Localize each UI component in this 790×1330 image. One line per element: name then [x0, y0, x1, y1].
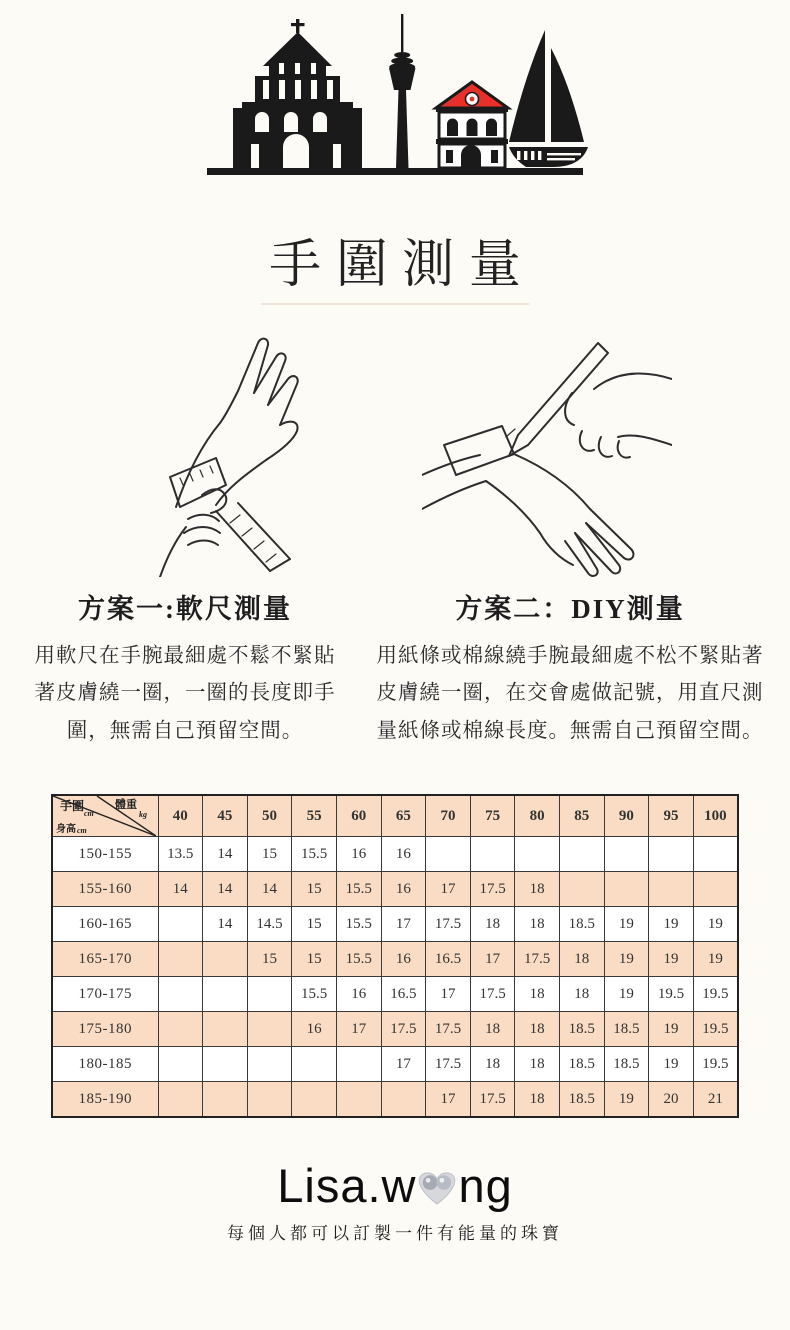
wrist-size-cell [559, 837, 604, 872]
corner-wrist-label: 手圍 [60, 799, 85, 814]
wrist-size-cell: 16 [336, 837, 381, 872]
wrist-size-cell: 17.5 [426, 1012, 471, 1047]
method-1-heading: 方案一:軟尺測量 [78, 594, 292, 624]
table-row [52, 977, 738, 1012]
wrist-size-cell: 15 [292, 872, 337, 907]
wrist-size-cell [203, 977, 248, 1012]
weight-header-cell: 75 [470, 795, 515, 837]
weight-header-cell: 50 [247, 795, 292, 837]
wrist-size-cell: 16 [381, 837, 426, 872]
size-table-section [0, 794, 790, 1118]
brand-text-suffix: ng [458, 1158, 513, 1212]
brand-text-prefix: Lisa.w [277, 1158, 417, 1212]
title-underline [261, 303, 529, 305]
wrist-size-cell: 19 [604, 907, 649, 942]
wrist-size-cell: 18.5 [604, 1012, 649, 1047]
wrist-size-cell: 16 [336, 977, 381, 1012]
weight-header-cell: 85 [559, 795, 604, 837]
wrist-size-cell: 17.5 [470, 872, 515, 907]
wrist-size-cell: 19 [604, 942, 649, 977]
method-2-body: 用紙條或棉線繞手腕最細處不松不緊貼著皮膚繞一圈，在交會處做記號，用直尺測量紙條或棉線長度。無需自己預留空間。 [376, 645, 764, 742]
wrist-size-cell [470, 837, 515, 872]
wrist-size-cell: 17 [336, 1012, 381, 1047]
height-range-cell: 180-185 [52, 1047, 158, 1082]
wrist-size-cell: 14 [203, 907, 248, 942]
table-row [52, 942, 738, 977]
wrist-size-cell [158, 907, 203, 942]
wrist-size-cell: 17.5 [381, 1012, 426, 1047]
wrist-size-cell: 17.5 [426, 907, 471, 942]
wrist-size-cell: 19 [693, 907, 738, 942]
heart-with-pearls-icon [417, 1171, 457, 1207]
wrist-size-cell [203, 1082, 248, 1117]
method-2-block [375, 587, 765, 750]
corner-weight-label: 體重 [115, 799, 137, 812]
wrist-size-cell: 14 [158, 872, 203, 907]
wrist-size-cell [336, 1047, 381, 1082]
wrist-size-cell: 19 [693, 942, 738, 977]
table-header-row [52, 795, 738, 837]
method-1-body: 用軟尺在手腕最細處不鬆不緊貼著皮膚繞一圈，一圈的長度即手圍，無需自己預留空間。 [34, 645, 336, 742]
weight-header-cell: 60 [336, 795, 381, 837]
wrist-size-cell: 18.5 [559, 907, 604, 942]
height-range-cell: 185-190 [52, 1082, 158, 1117]
size-table [51, 794, 739, 1118]
wrist-size-cell: 16.5 [381, 977, 426, 1012]
wrist-size-cell: 14.5 [247, 907, 292, 942]
wrist-size-cell: 15.5 [336, 907, 381, 942]
method-descriptions [0, 587, 790, 750]
wrist-size-cell: 19 [649, 1012, 694, 1047]
corner-weight-unit: kg [139, 810, 147, 820]
hand-with-tape-measure-icon [118, 327, 368, 577]
table-row [52, 872, 738, 907]
wrist-size-cell: 19 [649, 942, 694, 977]
wrist-size-cell [292, 1082, 337, 1117]
wrist-size-cell [158, 977, 203, 1012]
wrist-size-cell: 18 [559, 977, 604, 1012]
wrist-size-cell: 18 [515, 907, 560, 942]
wrist-size-cell: 18 [470, 1047, 515, 1082]
wrist-size-cell: 13.5 [158, 837, 203, 872]
wrist-size-cell [515, 837, 560, 872]
wrist-size-cell: 17.5 [470, 1082, 515, 1117]
wrist-size-cell: 19.5 [693, 977, 738, 1012]
wrist-size-cell: 19 [649, 1047, 694, 1082]
wrist-size-cell: 15 [292, 907, 337, 942]
macau-skyline-logo [0, 0, 790, 188]
wrist-size-cell: 18.5 [559, 1047, 604, 1082]
weight-header-cell: 40 [158, 795, 203, 837]
wrist-size-cell: 19.5 [693, 1012, 738, 1047]
wrist-size-cell [158, 1082, 203, 1117]
wrist-size-cell: 15.5 [336, 872, 381, 907]
wrist-size-cell: 15 [292, 942, 337, 977]
wrist-size-cell [649, 872, 694, 907]
wrist-size-cell [604, 872, 649, 907]
wrist-size-cell [247, 1047, 292, 1082]
wrist-size-cell [247, 1082, 292, 1117]
wrist-size-cell: 20 [649, 1082, 694, 1117]
wrist-size-cell [203, 1012, 248, 1047]
table-row [52, 1047, 738, 1082]
wrist-size-cell [247, 977, 292, 1012]
hand-marking-strip-with-pen-icon [422, 327, 672, 577]
wrist-size-cell: 17 [381, 907, 426, 942]
tape-measure-illustration [118, 327, 368, 577]
weight-header-cell: 65 [381, 795, 426, 837]
wrist-size-cell: 19.5 [693, 1047, 738, 1082]
wrist-size-cell: 18 [515, 1012, 560, 1047]
height-range-cell: 160-165 [52, 907, 158, 942]
wrist-size-cell: 16 [292, 1012, 337, 1047]
wrist-size-cell: 14 [203, 837, 248, 872]
wrist-size-cell: 19.5 [649, 977, 694, 1012]
weight-header-cell: 90 [604, 795, 649, 837]
corner-wrist-unit: cm [84, 809, 94, 819]
wrist-size-cell [649, 837, 694, 872]
wrist-size-cell: 17.5 [426, 1047, 471, 1082]
height-range-cell: 150-155 [52, 837, 158, 872]
wrist-size-cell: 18 [559, 942, 604, 977]
table-row [52, 1082, 738, 1117]
wrist-size-cell [559, 872, 604, 907]
weight-header-cell: 55 [292, 795, 337, 837]
height-range-cell: 155-160 [52, 872, 158, 907]
illustration-row [0, 327, 790, 577]
wrist-size-cell [247, 1012, 292, 1047]
height-range-cell: 175-180 [52, 1012, 158, 1047]
wrist-size-cell: 18.5 [604, 1047, 649, 1082]
weight-header-cell: 95 [649, 795, 694, 837]
wrist-size-cell [158, 1012, 203, 1047]
brand-tagline: 每個人都可以訂製一件有能量的珠寶 [227, 1223, 563, 1243]
page-title: 手圍測量 [269, 237, 536, 294]
table-body [52, 837, 738, 1117]
wrist-size-cell: 19 [604, 1082, 649, 1117]
wrist-size-cell [426, 837, 471, 872]
table-corner-cell [52, 795, 158, 837]
wrist-size-cell: 17.5 [470, 977, 515, 1012]
wrist-size-cell: 15.5 [292, 837, 337, 872]
diy-marking-illustration [422, 327, 672, 577]
weight-header-cell: 100 [693, 795, 738, 837]
footer [0, 1158, 790, 1244]
wrist-size-cell: 15.5 [292, 977, 337, 1012]
wrist-size-cell [693, 872, 738, 907]
wrist-size-cell: 15 [247, 837, 292, 872]
wrist-size-cell: 14 [247, 872, 292, 907]
height-range-cell: 165-170 [52, 942, 158, 977]
diagonal-header-icon [53, 796, 156, 836]
wrist-size-cell: 18 [515, 1082, 560, 1117]
method-2-heading: 方案二：DIY測量 [455, 594, 685, 624]
wrist-size-cell [336, 1082, 381, 1117]
wrist-size-cell: 16 [381, 872, 426, 907]
macau-skyline-icon [195, 8, 595, 188]
wrist-size-cell: 17 [426, 1082, 471, 1117]
table-row [52, 837, 738, 872]
wrist-size-cell: 17 [426, 872, 471, 907]
wrist-size-cell [693, 837, 738, 872]
brand-logo [0, 1158, 790, 1213]
wrist-size-cell [158, 942, 203, 977]
weight-header-cell: 45 [203, 795, 248, 837]
weight-header-cell: 80 [515, 795, 560, 837]
height-range-cell: 170-175 [52, 977, 158, 1012]
table-row [52, 907, 738, 942]
method-1-block [25, 587, 345, 750]
wrist-size-cell: 19 [649, 907, 694, 942]
table-row [52, 1012, 738, 1047]
wrist-size-cell: 18 [515, 1047, 560, 1082]
wrist-size-cell [203, 1047, 248, 1082]
wrist-size-cell: 18.5 [559, 1012, 604, 1047]
wrist-size-cell: 17 [381, 1047, 426, 1082]
wrist-size-cell [203, 942, 248, 977]
wrist-size-cell: 18 [470, 1012, 515, 1047]
wrist-size-cell [381, 1082, 426, 1117]
wrist-size-cell: 16.5 [426, 942, 471, 977]
wrist-size-cell: 18.5 [559, 1082, 604, 1117]
wrist-size-cell [292, 1047, 337, 1082]
wrist-size-cell: 21 [693, 1082, 738, 1117]
wrist-size-cell: 17 [470, 942, 515, 977]
wrist-size-cell: 18 [470, 907, 515, 942]
wrist-size-cell: 17 [426, 977, 471, 1012]
wrist-size-cell: 19 [604, 977, 649, 1012]
wrist-size-cell: 18 [515, 872, 560, 907]
wrist-size-cell: 14 [203, 872, 248, 907]
weight-header-cell: 70 [426, 795, 471, 837]
wrist-size-cell: 16 [381, 942, 426, 977]
wrist-size-cell [604, 837, 649, 872]
corner-height-unit: cm [77, 826, 87, 836]
wrist-size-cell [158, 1047, 203, 1082]
wrist-size-cell: 15.5 [336, 942, 381, 977]
wrist-size-cell: 18 [515, 977, 560, 1012]
wrist-size-cell: 17.5 [515, 942, 560, 977]
corner-height-label: 身高 [56, 824, 76, 836]
wrist-size-cell: 15 [247, 942, 292, 977]
